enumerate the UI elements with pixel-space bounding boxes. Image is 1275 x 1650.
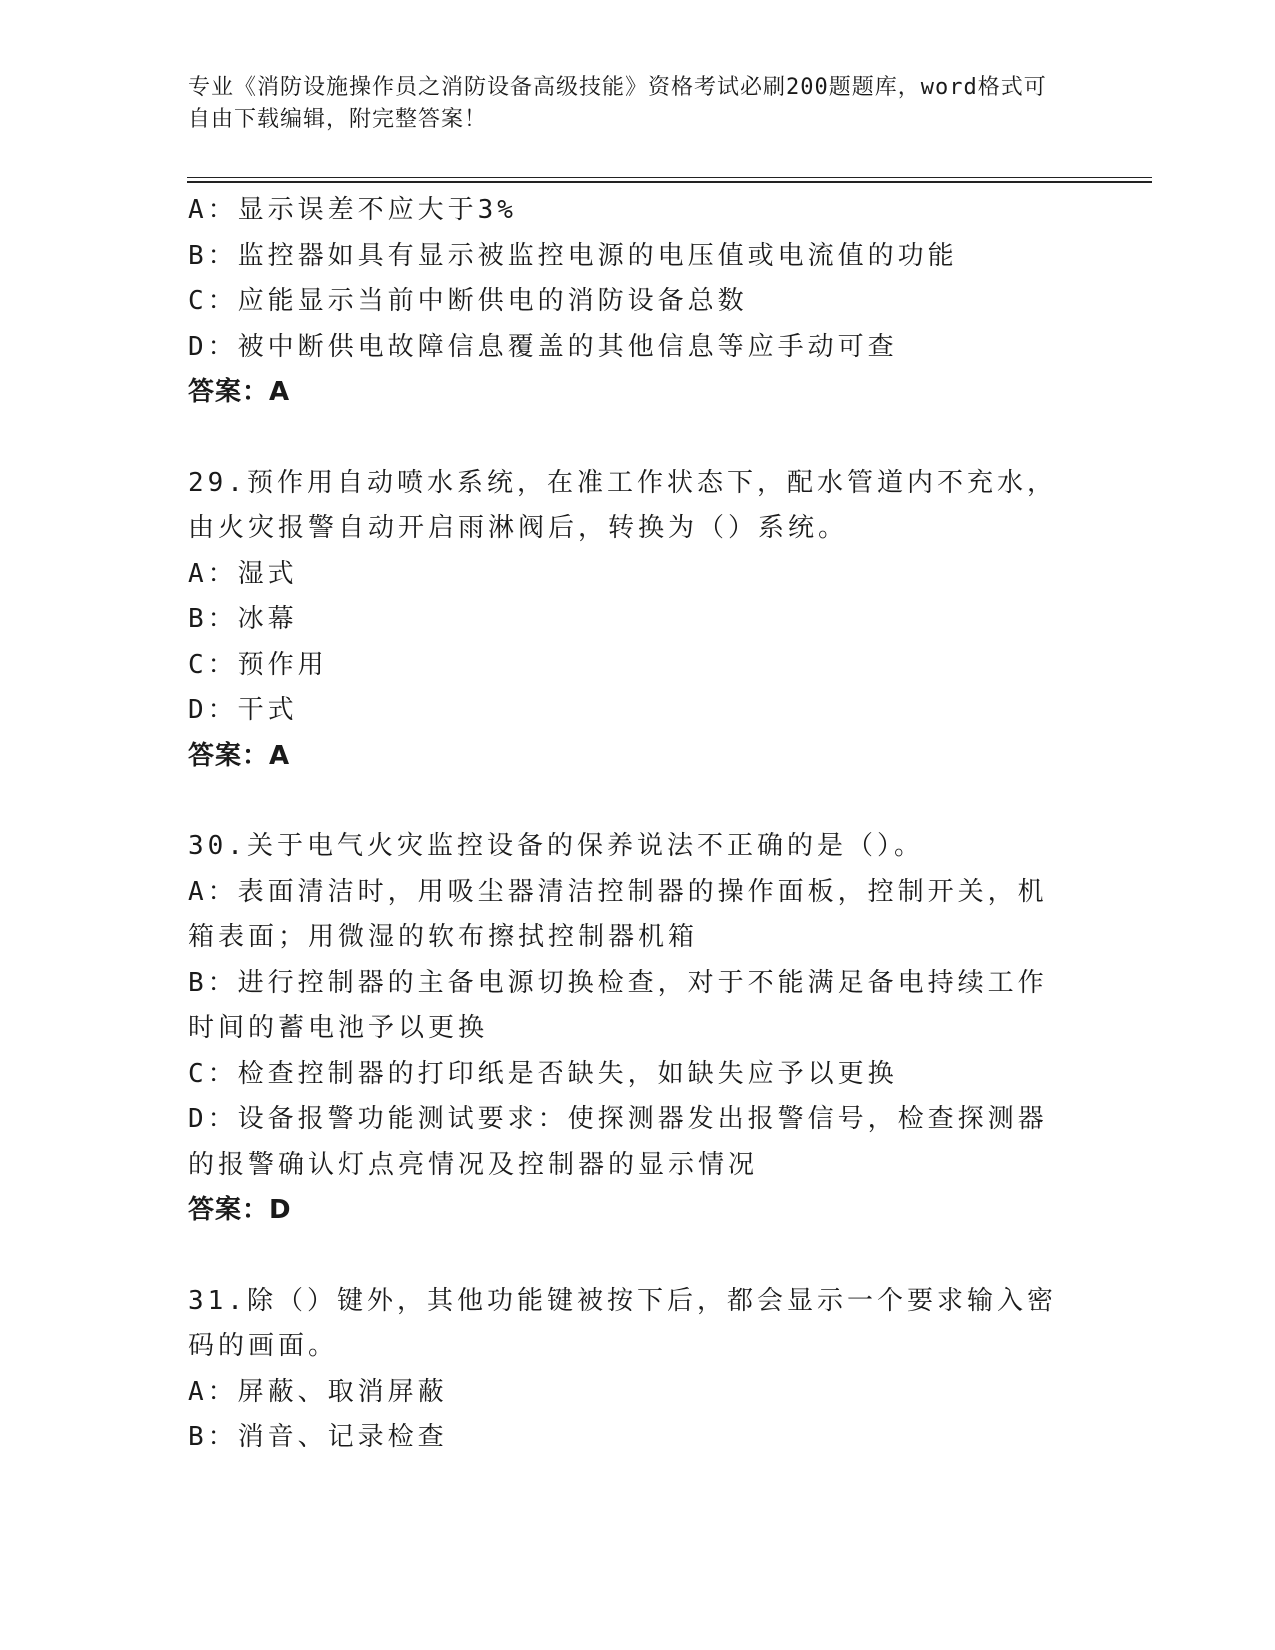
question-stem: 29.预作用自动喷水系统，在准工作状态下，配水管道内不充水，由火灾报警自动开启雨淋阀后，转换为（）系统。 [188, 467, 1057, 543]
option-c: C：检查控制器的打印纸是否缺失，如缺失应予以更换 [188, 1058, 898, 1089]
option-d: D：设备报警功能测试要求：使探测器发出报警信号，检查探测器的报警确认灯点亮情况及控制器的显示情况 [188, 1104, 1048, 1180]
header-divider-thin [187, 177, 1152, 178]
option-b: B：进行控制器的主备电源切换检查，对于不能满足备电持续工作时间的蓄电池予以更换 [188, 967, 1048, 1043]
document-header: 专业《消防设施操作员之消防设备高级技能》资格考试必刷200题题库，word格式可自由下载编辑，附完整答案！ [188, 75, 1047, 132]
question-stem: 31.除（）键外，其他功能键被按下后，都会显示一个要求输入密码的画面。 [188, 1285, 1057, 1361]
option-d: D：被中断供电故障信息覆盖的其他信息等应手动可查 [188, 331, 898, 362]
option-b: B：消音、记录检查 [188, 1422, 448, 1452]
answer: 答案：A [188, 740, 291, 771]
spacer [188, 1234, 1068, 1279]
header-divider-thick [187, 181, 1152, 183]
question-stem: 30.关于电气火灾监控设备的保养说法不正确的是（）。 [188, 831, 924, 861]
answer: 答案：D [188, 1195, 292, 1225]
option-a: A：表面清洁时，用吸尘器清洁控制器的操作面板，控制开关，机箱表面；用微湿的软布擦拭控制器机箱 [188, 876, 1048, 952]
question-29 [188, 461, 1068, 780]
option-a: A：显示误差不应大于3% [188, 195, 517, 225]
option-a: A：屏蔽、取消屏蔽 [188, 1376, 448, 1407]
question-30 [188, 824, 1068, 1234]
option-a: A：湿式 [188, 558, 298, 589]
question-28 [188, 188, 1068, 416]
answer: 答案：A [188, 377, 291, 407]
option-d: D：干式 [188, 695, 298, 725]
option-b: B：冰幕 [188, 604, 298, 634]
spacer [188, 779, 1068, 824]
question-31 [188, 1279, 1068, 1461]
question-list [188, 188, 1068, 1461]
option-c: C：应能显示当前中断供电的消防设备总数 [188, 286, 748, 316]
option-c: C：预作用 [188, 649, 328, 680]
option-b: B：监控器如具有显示被监控电源的电压值或电流值的功能 [188, 240, 958, 271]
spacer [188, 416, 1068, 461]
